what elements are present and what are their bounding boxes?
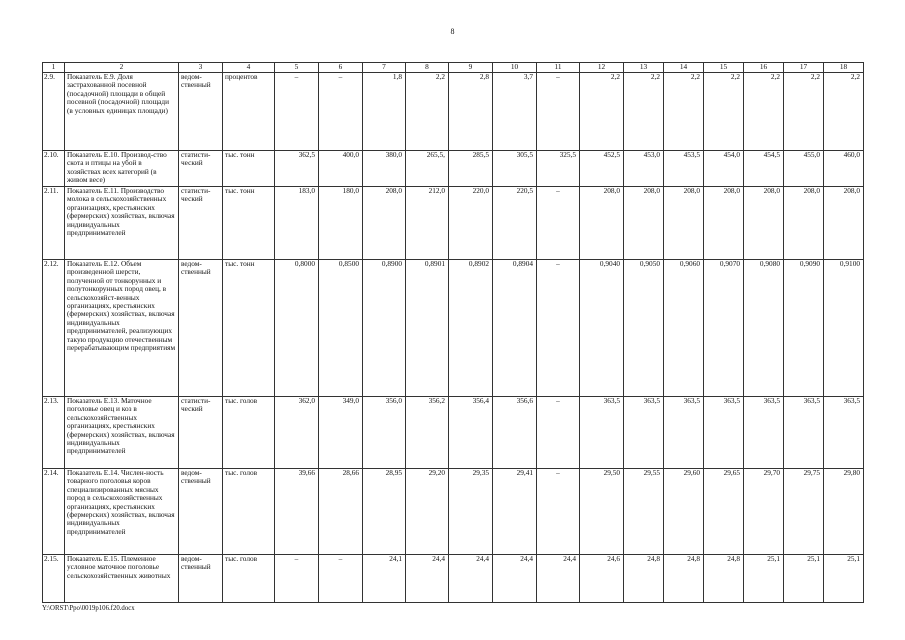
value-cell: 349,0 bbox=[319, 397, 363, 469]
value-cell: 0,8904 bbox=[493, 260, 537, 397]
value-cell: 460,0 bbox=[824, 151, 864, 187]
value-cell: – bbox=[275, 73, 319, 151]
value-cell: 2,8 bbox=[449, 73, 493, 151]
unit-of-measure: процентов bbox=[223, 73, 275, 151]
value-cell: – bbox=[537, 73, 580, 151]
value-cell: 0,9090 bbox=[784, 260, 824, 397]
row-number: 2.13. bbox=[43, 397, 65, 469]
row-number: 2.12. bbox=[43, 260, 65, 397]
value-cell: 0,8901 bbox=[406, 260, 449, 397]
value-cell: 208,0 bbox=[744, 187, 784, 260]
value-cell: 356,0 bbox=[363, 397, 406, 469]
value-cell: 362,5 bbox=[275, 151, 319, 187]
page-number: 8 bbox=[450, 27, 455, 36]
column-header: 18 bbox=[824, 63, 864, 73]
value-cell: 380,0 bbox=[363, 151, 406, 187]
value-cell: 29,60 bbox=[664, 469, 704, 555]
value-cell: 356,4 bbox=[449, 397, 493, 469]
unit-of-measure: тыс. тонн bbox=[223, 260, 275, 397]
table-row bbox=[43, 73, 864, 151]
value-cell: 2,2 bbox=[824, 73, 864, 151]
unit-of-measure: тыс. голов bbox=[223, 469, 275, 555]
column-header: 13 bbox=[624, 63, 664, 73]
data-source: статисти-ческий bbox=[179, 151, 223, 187]
value-cell: 24,4 bbox=[449, 555, 493, 603]
column-header: 6 bbox=[319, 63, 363, 73]
value-cell: 208,0 bbox=[580, 187, 624, 260]
value-cell: 363,5 bbox=[624, 397, 664, 469]
value-cell: 24,8 bbox=[624, 555, 664, 603]
column-header: 7 bbox=[363, 63, 406, 73]
value-cell: 400,0 bbox=[319, 151, 363, 187]
value-cell: 25,1 bbox=[824, 555, 864, 603]
value-cell: – bbox=[537, 260, 580, 397]
table-row bbox=[43, 260, 864, 397]
value-cell: 0,8000 bbox=[275, 260, 319, 397]
value-cell: 220,0 bbox=[449, 187, 493, 260]
value-cell: 24,1 bbox=[363, 555, 406, 603]
column-header: 12 bbox=[580, 63, 624, 73]
column-header: 3 bbox=[179, 63, 223, 73]
indicator-name: Показатель Е.15. Племенное условное маточное поголовье сельскохозяйственных животных bbox=[65, 555, 179, 603]
value-cell: 285,5 bbox=[449, 151, 493, 187]
indicator-name: Показатель Е.9. Доля застрахованной посевной (посадочной) площади в общей посевной (посадочной) площади (в условных единицах площади) bbox=[65, 73, 179, 151]
value-cell: 454,0 bbox=[704, 151, 744, 187]
column-header: 17 bbox=[784, 63, 824, 73]
unit-of-measure: тыс. голов bbox=[223, 555, 275, 603]
data-source: ведом-ственный bbox=[179, 469, 223, 555]
value-cell: 29,20 bbox=[406, 469, 449, 555]
value-cell: 208,0 bbox=[704, 187, 744, 260]
data-source: статисти-ческий bbox=[179, 397, 223, 469]
unit-of-measure: тыс. тонн bbox=[223, 151, 275, 187]
row-number: 2.15. bbox=[43, 555, 65, 603]
value-cell: 0,8500 bbox=[319, 260, 363, 397]
value-cell: 454,5 bbox=[744, 151, 784, 187]
data-source: ведом-ственный bbox=[179, 73, 223, 151]
value-cell: 455,0 bbox=[784, 151, 824, 187]
value-cell: 29,55 bbox=[624, 469, 664, 555]
unit-of-measure: тыс. голов bbox=[223, 397, 275, 469]
column-header: 11 bbox=[537, 63, 580, 73]
value-cell: 29,50 bbox=[580, 469, 624, 555]
value-cell: 363,5 bbox=[664, 397, 704, 469]
value-cell: 24,4 bbox=[406, 555, 449, 603]
data-source: ведом-ственный bbox=[179, 555, 223, 603]
footer-file-path: Y:\ORST\Ppo\0019p106.f20.docx bbox=[42, 605, 135, 612]
value-cell: 2,2 bbox=[744, 73, 784, 151]
value-cell: 208,0 bbox=[624, 187, 664, 260]
value-cell: 356,2 bbox=[406, 397, 449, 469]
row-number: 2.10. bbox=[43, 151, 65, 187]
value-cell: – bbox=[537, 397, 580, 469]
value-cell: – bbox=[537, 187, 580, 260]
column-header: 14 bbox=[664, 63, 704, 73]
row-number: 2.14. bbox=[43, 469, 65, 555]
value-cell: 29,70 bbox=[744, 469, 784, 555]
table-row bbox=[43, 555, 864, 603]
value-cell: 0,8900 bbox=[363, 260, 406, 397]
value-cell: 24,4 bbox=[493, 555, 537, 603]
value-cell: 208,0 bbox=[784, 187, 824, 260]
value-cell: 183,0 bbox=[275, 187, 319, 260]
value-cell: 25,1 bbox=[744, 555, 784, 603]
row-number: 2.9. bbox=[43, 73, 65, 151]
unit-of-measure: тыс. тонн bbox=[223, 187, 275, 260]
value-cell: – bbox=[319, 73, 363, 151]
value-cell: 212,0 bbox=[406, 187, 449, 260]
data-source: статисти-ческий bbox=[179, 187, 223, 260]
column-header: 5 bbox=[275, 63, 319, 73]
value-cell: 29,41 bbox=[493, 469, 537, 555]
indicator-name: Показатель Е.10. Производ-ство скота и птицы на убой в хозяйствах всех категорий (в живом весе) bbox=[65, 151, 179, 187]
column-header: 15 bbox=[704, 63, 744, 73]
value-cell: 2,2 bbox=[580, 73, 624, 151]
indicator-name: Показатель Е.12. Объем произведенной шерсти, полученной от тонкорунных и полутонкорунных пород овец, в сельскохозяйст-венных организациях, крестьянских (фермерских) хозяйствах, включая индивидуальных предпринимателей, реализующих такую продукцию отечественным перерабатывающим предприятиям bbox=[65, 260, 179, 397]
value-cell: 265,5, bbox=[406, 151, 449, 187]
value-cell: 363,5 bbox=[824, 397, 864, 469]
indicator-name: Показатель Е.14. Числен-ность товарного поголовья коров специализированных мясных пород в сельскохозяйственных организациях, крестьянских (фермерских) хозяйствах, включая индивидуальных предпринимателей bbox=[65, 469, 179, 555]
indicator-name: Показатель Е.13. Маточное поголовье овец и коз в сельскохозяйственных организациях, крестьянских (фермерских) хозяйствах, включая индивидуальных предпринимателей bbox=[65, 397, 179, 469]
value-cell: 356,6 bbox=[493, 397, 537, 469]
value-cell: 2,2 bbox=[406, 73, 449, 151]
value-cell: 180,0 bbox=[319, 187, 363, 260]
column-header: 8 bbox=[406, 63, 449, 73]
value-cell: 0,9080 bbox=[744, 260, 784, 397]
value-cell: 363,5 bbox=[744, 397, 784, 469]
value-cell: 363,5 bbox=[784, 397, 824, 469]
indicator-name: Показатель Е.11. Производство молока в сельскохозяйственных организациях, крестьянских (фермерских) хозяйствах, включая индивидуальных предпринимателей bbox=[65, 187, 179, 260]
value-cell: 220,5 bbox=[493, 187, 537, 260]
value-cell: 0,9050 bbox=[624, 260, 664, 397]
value-cell: 29,35 bbox=[449, 469, 493, 555]
indicators-table bbox=[42, 62, 864, 603]
value-cell: 0,8902 bbox=[449, 260, 493, 397]
value-cell: 3,7 bbox=[493, 73, 537, 151]
value-cell: – bbox=[275, 555, 319, 603]
value-cell: 24,4 bbox=[537, 555, 580, 603]
value-cell: 453,5 bbox=[664, 151, 704, 187]
value-cell: 0,9040 bbox=[580, 260, 624, 397]
table-row bbox=[43, 187, 864, 260]
value-cell: 28,66 bbox=[319, 469, 363, 555]
value-cell: 2,2 bbox=[784, 73, 824, 151]
column-header: 9 bbox=[449, 63, 493, 73]
value-cell: 24,8 bbox=[664, 555, 704, 603]
value-cell: 363,5 bbox=[704, 397, 744, 469]
column-header: 4 bbox=[223, 63, 275, 73]
table-row bbox=[43, 469, 864, 555]
value-cell: 305,5 bbox=[493, 151, 537, 187]
data-source: ведом-ственный bbox=[179, 260, 223, 397]
value-cell: 325,5 bbox=[537, 151, 580, 187]
value-cell: 28,95 bbox=[363, 469, 406, 555]
value-cell: – bbox=[537, 469, 580, 555]
value-cell: 29,65 bbox=[704, 469, 744, 555]
value-cell: 0,9070 bbox=[704, 260, 744, 397]
table-row bbox=[43, 151, 864, 187]
value-cell: 25,1 bbox=[784, 555, 824, 603]
value-cell: 1,8 bbox=[363, 73, 406, 151]
column-header: 1 bbox=[43, 63, 65, 73]
value-cell: 39,66 bbox=[275, 469, 319, 555]
value-cell: 208,0 bbox=[664, 187, 704, 260]
value-cell: 0,9060 bbox=[664, 260, 704, 397]
value-cell: – bbox=[319, 555, 363, 603]
value-cell: 362,0 bbox=[275, 397, 319, 469]
value-cell: 208,0 bbox=[363, 187, 406, 260]
value-cell: 452,5 bbox=[580, 151, 624, 187]
value-cell: 2,2 bbox=[704, 73, 744, 151]
value-cell: 29,80 bbox=[824, 469, 864, 555]
value-cell: 24,6 bbox=[580, 555, 624, 603]
value-cell: 363,5 bbox=[580, 397, 624, 469]
value-cell: 208,0 bbox=[824, 187, 864, 260]
table-header-row bbox=[43, 63, 864, 73]
value-cell: 2,2 bbox=[624, 73, 664, 151]
row-number: 2.11. bbox=[43, 187, 65, 260]
value-cell: 29,75 bbox=[784, 469, 824, 555]
value-cell: 2,2 bbox=[664, 73, 704, 151]
value-cell: 453,0 bbox=[624, 151, 664, 187]
table-row bbox=[43, 397, 864, 469]
column-header: 16 bbox=[744, 63, 784, 73]
value-cell: 24,8 bbox=[704, 555, 744, 603]
value-cell: 0,9100 bbox=[824, 260, 864, 397]
column-header: 2 bbox=[65, 63, 179, 73]
column-header: 10 bbox=[493, 63, 537, 73]
